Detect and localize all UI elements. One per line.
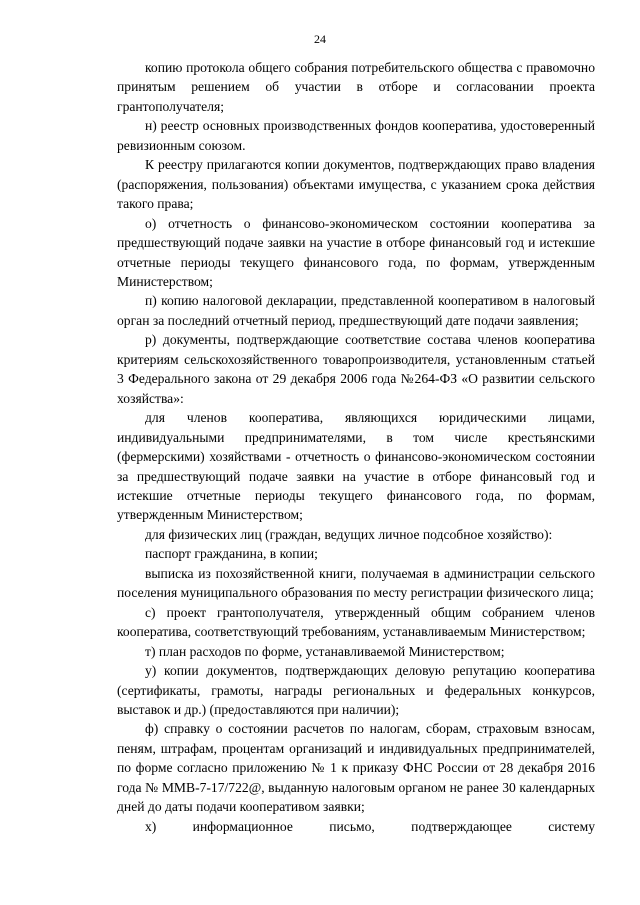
paragraph: н) реестр основных производственных фондов кооператива, удостоверенный ревизионным союзом. (117, 118, 595, 153)
paragraph: т) план расходов по форме, устанавливаемой Министерством; (145, 643, 505, 659)
page-number: 24 (314, 32, 326, 46)
paragraph: х) информационное письмо, подтверждающее систему (145, 818, 595, 834)
paragraph: для членов кооператива, являющихся юридическими лицами, индивидуальными предпринимателями, в том числе крестьянскими (фермерскими) хозяйствами - отчетность о финансово-экономическом состоянии за предшествующий подаче заявки на участие в отборе финансовый год и истекшие отчетные периоды текущего финансового года, по формам, утвержденным Министерством; (117, 410, 595, 523)
paragraph: копию протокола общего собрания потребительского общества с правомочно принятым решением об участии в отборе и согласовании проекта грантополучателя; (117, 60, 595, 114)
document-body (117, 58, 595, 836)
paragraph: с) проект грантополучателя, утвержденный общим собранием членов кооператива, соответствующий требованиям, устанавливаемым Министерством; (117, 604, 595, 640)
paragraph: ф) справку о состоянии расчетов по налогам, сборам, страховым взносам, пеням, штрафам, процентам организаций и индивидуальных предпринимателей, по форме согласно приложению № 1 к приказу ФНС России от 28 декабря 2016 года № ММВ-7-17/722@, выданную налоговым органом не ранее 30 календарных дней до даты подачи кооперативом заявки; (117, 721, 595, 815)
paragraph: у) копии документов, подтверждающих деловую репутацию кооператива (сертификаты, грамоты, награды региональных и федеральных конкурсов, выставок и др.) (предоставляются при наличии); (117, 663, 595, 717)
paragraph: для физических лиц (граждан, ведущих личное подсобное хозяйство): (145, 526, 553, 542)
paragraph: К реестру прилагаются копии документов, подтверждающих право владения (распоряжения, пользования) объектами имущества, с указанием срока действия такого права; (117, 157, 595, 212)
paragraph: о) отчетность о финансово-экономическом состоянии кооператива за предшествующий подаче заявки на участие в отборе финансовый год и истекшие отчетные периоды текущего финансового года, по формам, утвержденным Министерством; (117, 215, 595, 289)
paragraph: п) копию налоговой декларации, представленной кооперативом в налоговый орган за последний отчетный период, предшествующий дате подачи заявления; (117, 293, 595, 328)
paragraph: выписка из похозяйственной книги, получаемая в администрации сельского поселения муниципального образования по месту регистрации физического лица; (117, 565, 595, 601)
paragraph: паспорт гражданина, в копии; (145, 546, 318, 562)
paragraph: р) документы, подтверждающие соответствие состава членов кооператива критериям сельскохозяйственного товаропроизводителя, установленным статьей 3 Федерального закона от 29 декабря 2006 года №264-ФЗ «О развитии сельского хозяйства»: (117, 332, 595, 406)
